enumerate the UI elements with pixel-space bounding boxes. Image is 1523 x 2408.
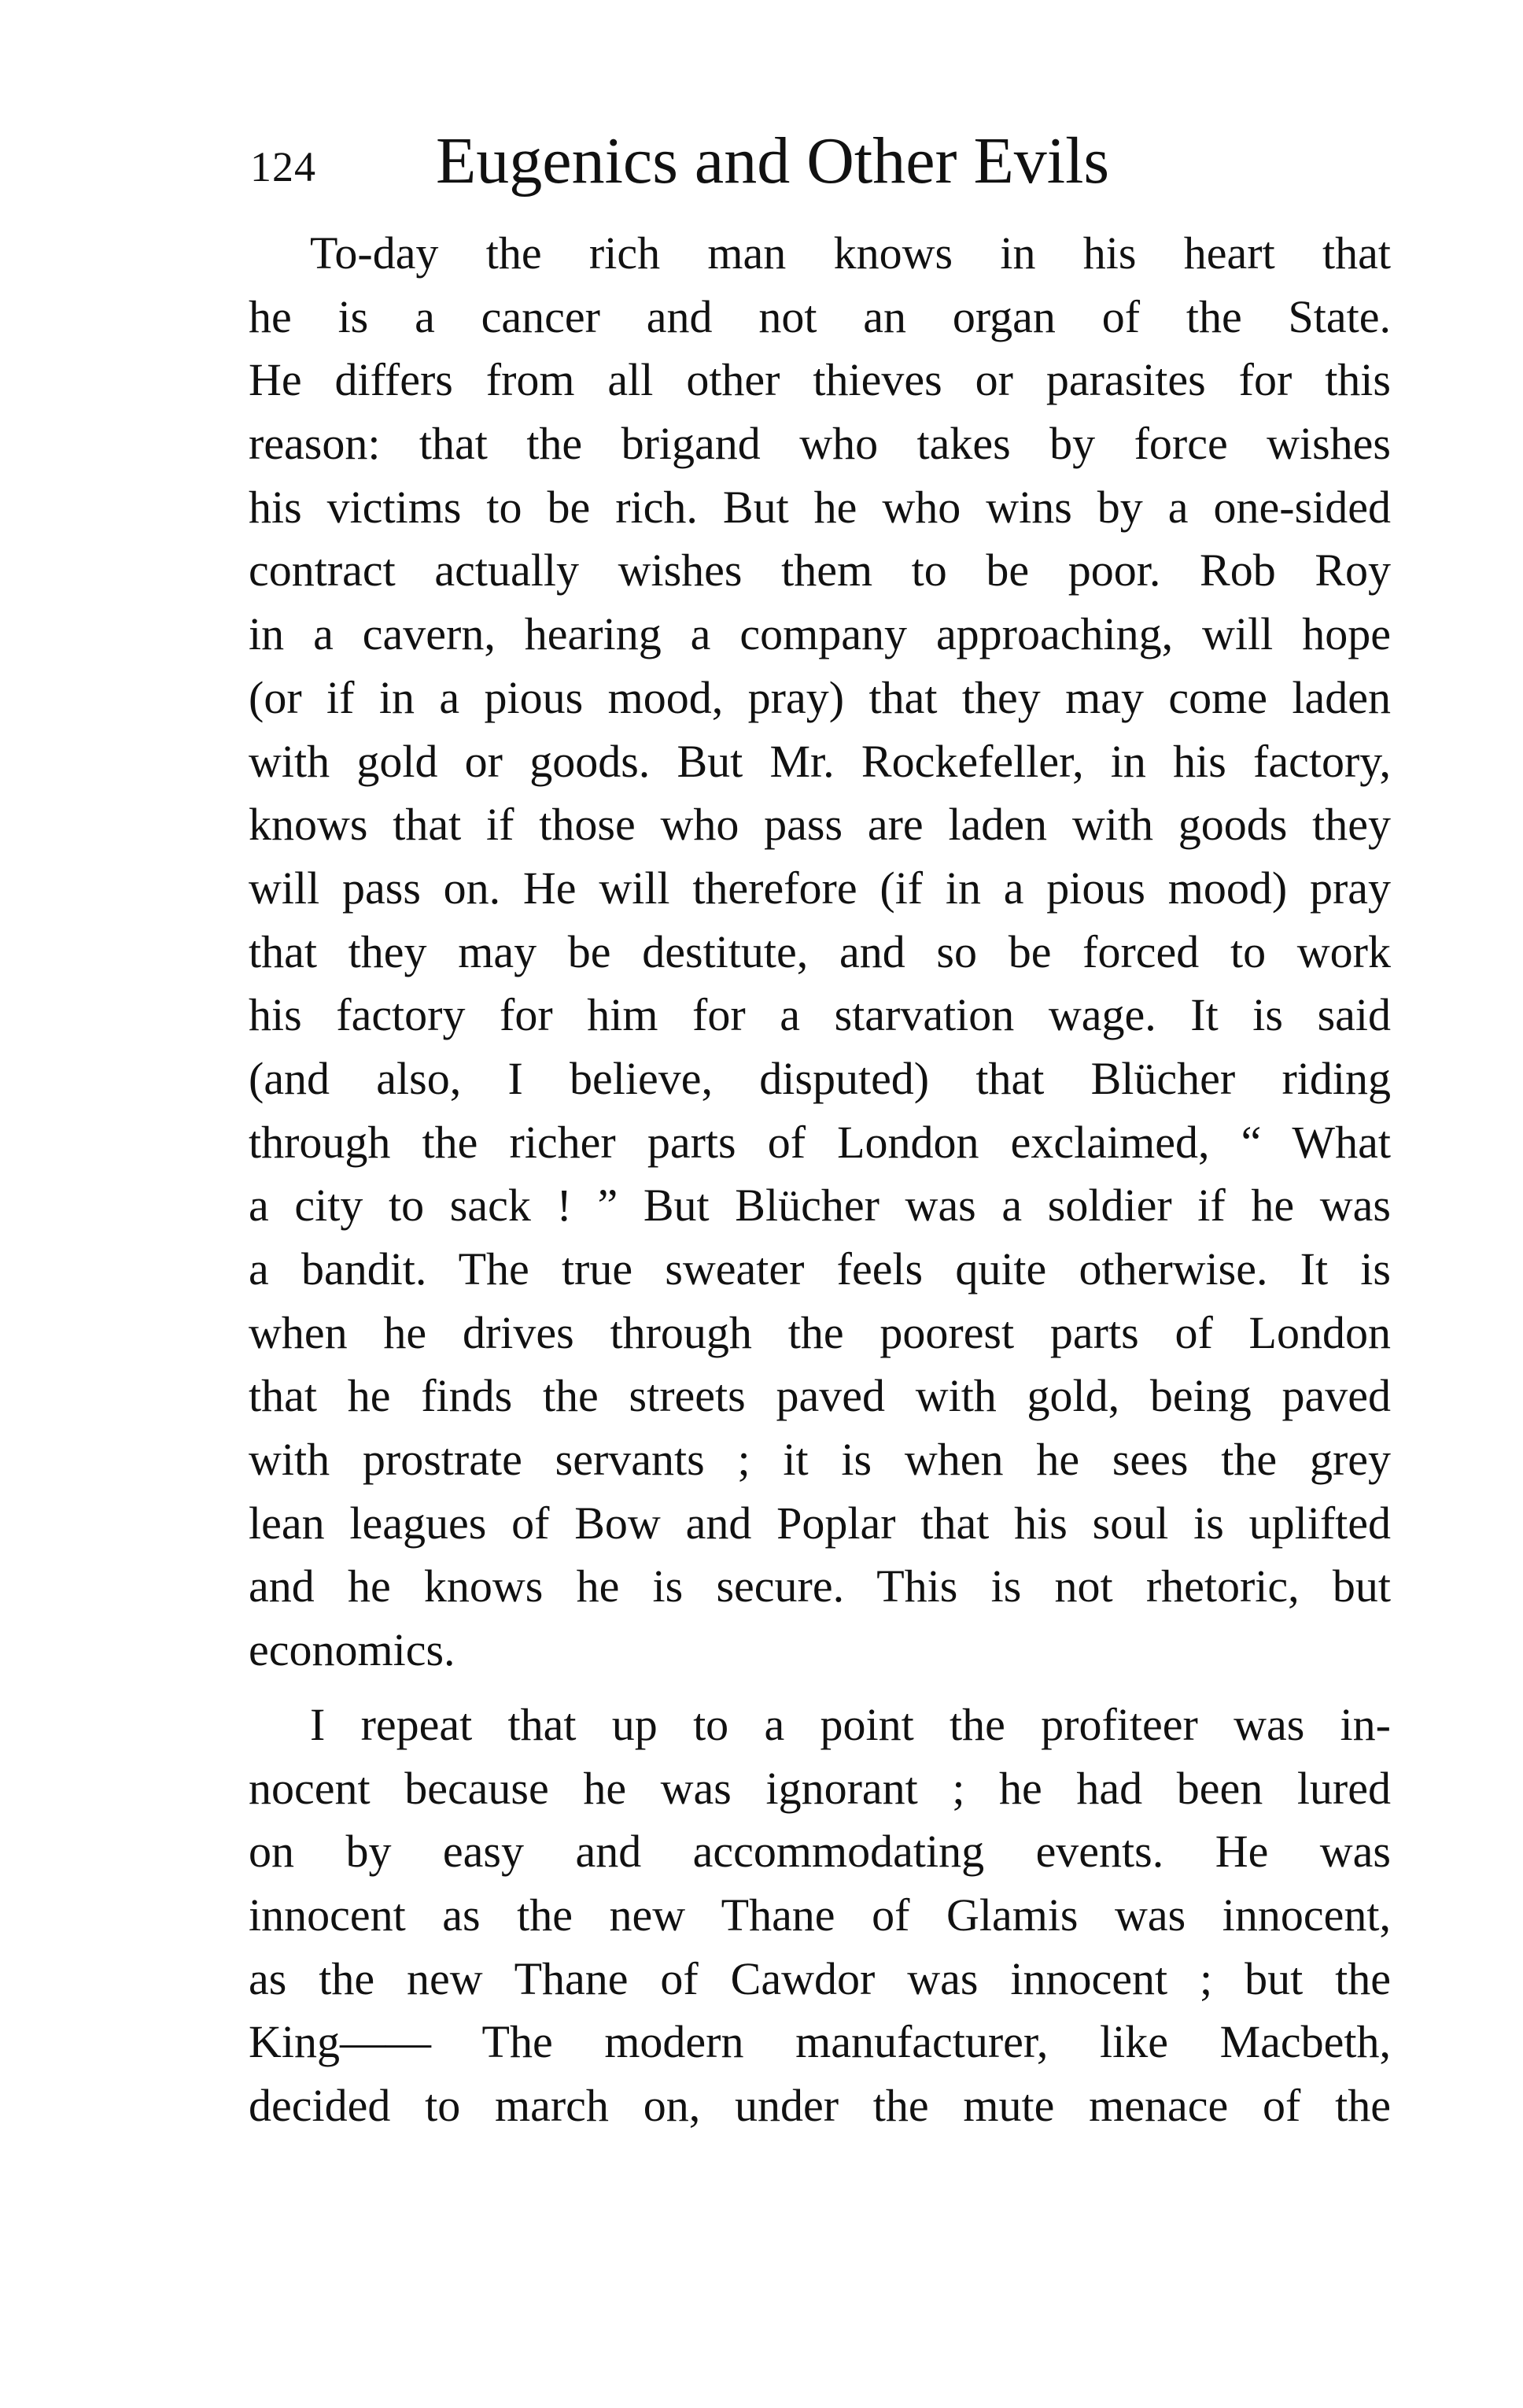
text-line: his victims to be rich. But he who wins by a one-sided xyxy=(249,481,1391,533)
text-line: that he finds the streets paved with gold, being paved xyxy=(249,1370,1391,1422)
text-line: as the new Thane of Cawdor was innocent ; but the xyxy=(249,1952,1391,2004)
text-line: nocent because he was ignorant ; he had been lured xyxy=(249,1762,1391,1814)
page-number: 124 xyxy=(250,143,316,190)
text-line: when he drives through the poorest parts of London xyxy=(249,1306,1391,1358)
text-line: on by easy and accommodating events. He was xyxy=(249,1826,1391,1878)
text-line: economics. xyxy=(249,1624,455,1676)
text-line: knows that if those who pass are laden with goods they xyxy=(249,799,1391,851)
text-line: (and also, I believe, disputed) that Blücher riding xyxy=(249,1052,1391,1104)
text-line: that they may be destitute, and so be forced to work xyxy=(249,925,1391,977)
text-line: reason: that the brigand who takes by force wishes xyxy=(249,418,1391,470)
text-line: through the richer parts of London exclaimed, “ What xyxy=(249,1116,1391,1168)
text-line: his factory for him for a starvation wage. It is said xyxy=(249,989,1391,1041)
text-line: He differs from all other thieves or parasites for this xyxy=(249,354,1391,406)
text-line: contract actually wishes them to be poor. Rob Roy xyxy=(249,545,1391,596)
text-line: To-day the rich man knows in his heart that xyxy=(310,227,1391,279)
text-line: (or if in a pious mood, pray) that they may come laden xyxy=(249,671,1391,723)
text-line: lean leagues of Bow and Poplar that his soul is uplifted xyxy=(249,1497,1391,1549)
text-line: with prostrate servants ; it is when he sees the grey xyxy=(249,1434,1391,1486)
text-line: a city to sack ! ” But Blücher was a soldier if he was xyxy=(249,1180,1391,1232)
paragraph-1 xyxy=(249,222,1391,1682)
running-head xyxy=(250,118,1391,205)
text-line: and he knows he is secure. This is not rhetoric, but xyxy=(249,1560,1391,1612)
text-line: in a cavern, hearing a company approaching, will hope xyxy=(249,608,1391,660)
text-line: he is a cancer and not an organ of the State. xyxy=(249,290,1391,342)
text-line: innocent as the new Thane of Glamis was innocent, xyxy=(249,1889,1391,1941)
text-line: decided to march on, under the mute menace of the xyxy=(249,2079,1391,2131)
text-line: a bandit. The true sweater feels quite otherwise. It is xyxy=(249,1243,1391,1294)
body-text xyxy=(249,222,1391,2138)
text-line: King—— The modern manufacturer, like Macbeth, xyxy=(249,2016,1391,2068)
text-line: will pass on. He will therefore (if in a pious mood) pray xyxy=(249,862,1391,914)
running-title: Eugenics and Other Evils xyxy=(436,124,1110,198)
text-line: I repeat that up to a point the profiteer was in- xyxy=(310,1698,1391,1750)
text-line: with gold or goods. But Mr. Rockefeller, in his factory, xyxy=(249,735,1391,787)
paragraph-2 xyxy=(249,1693,1391,2138)
